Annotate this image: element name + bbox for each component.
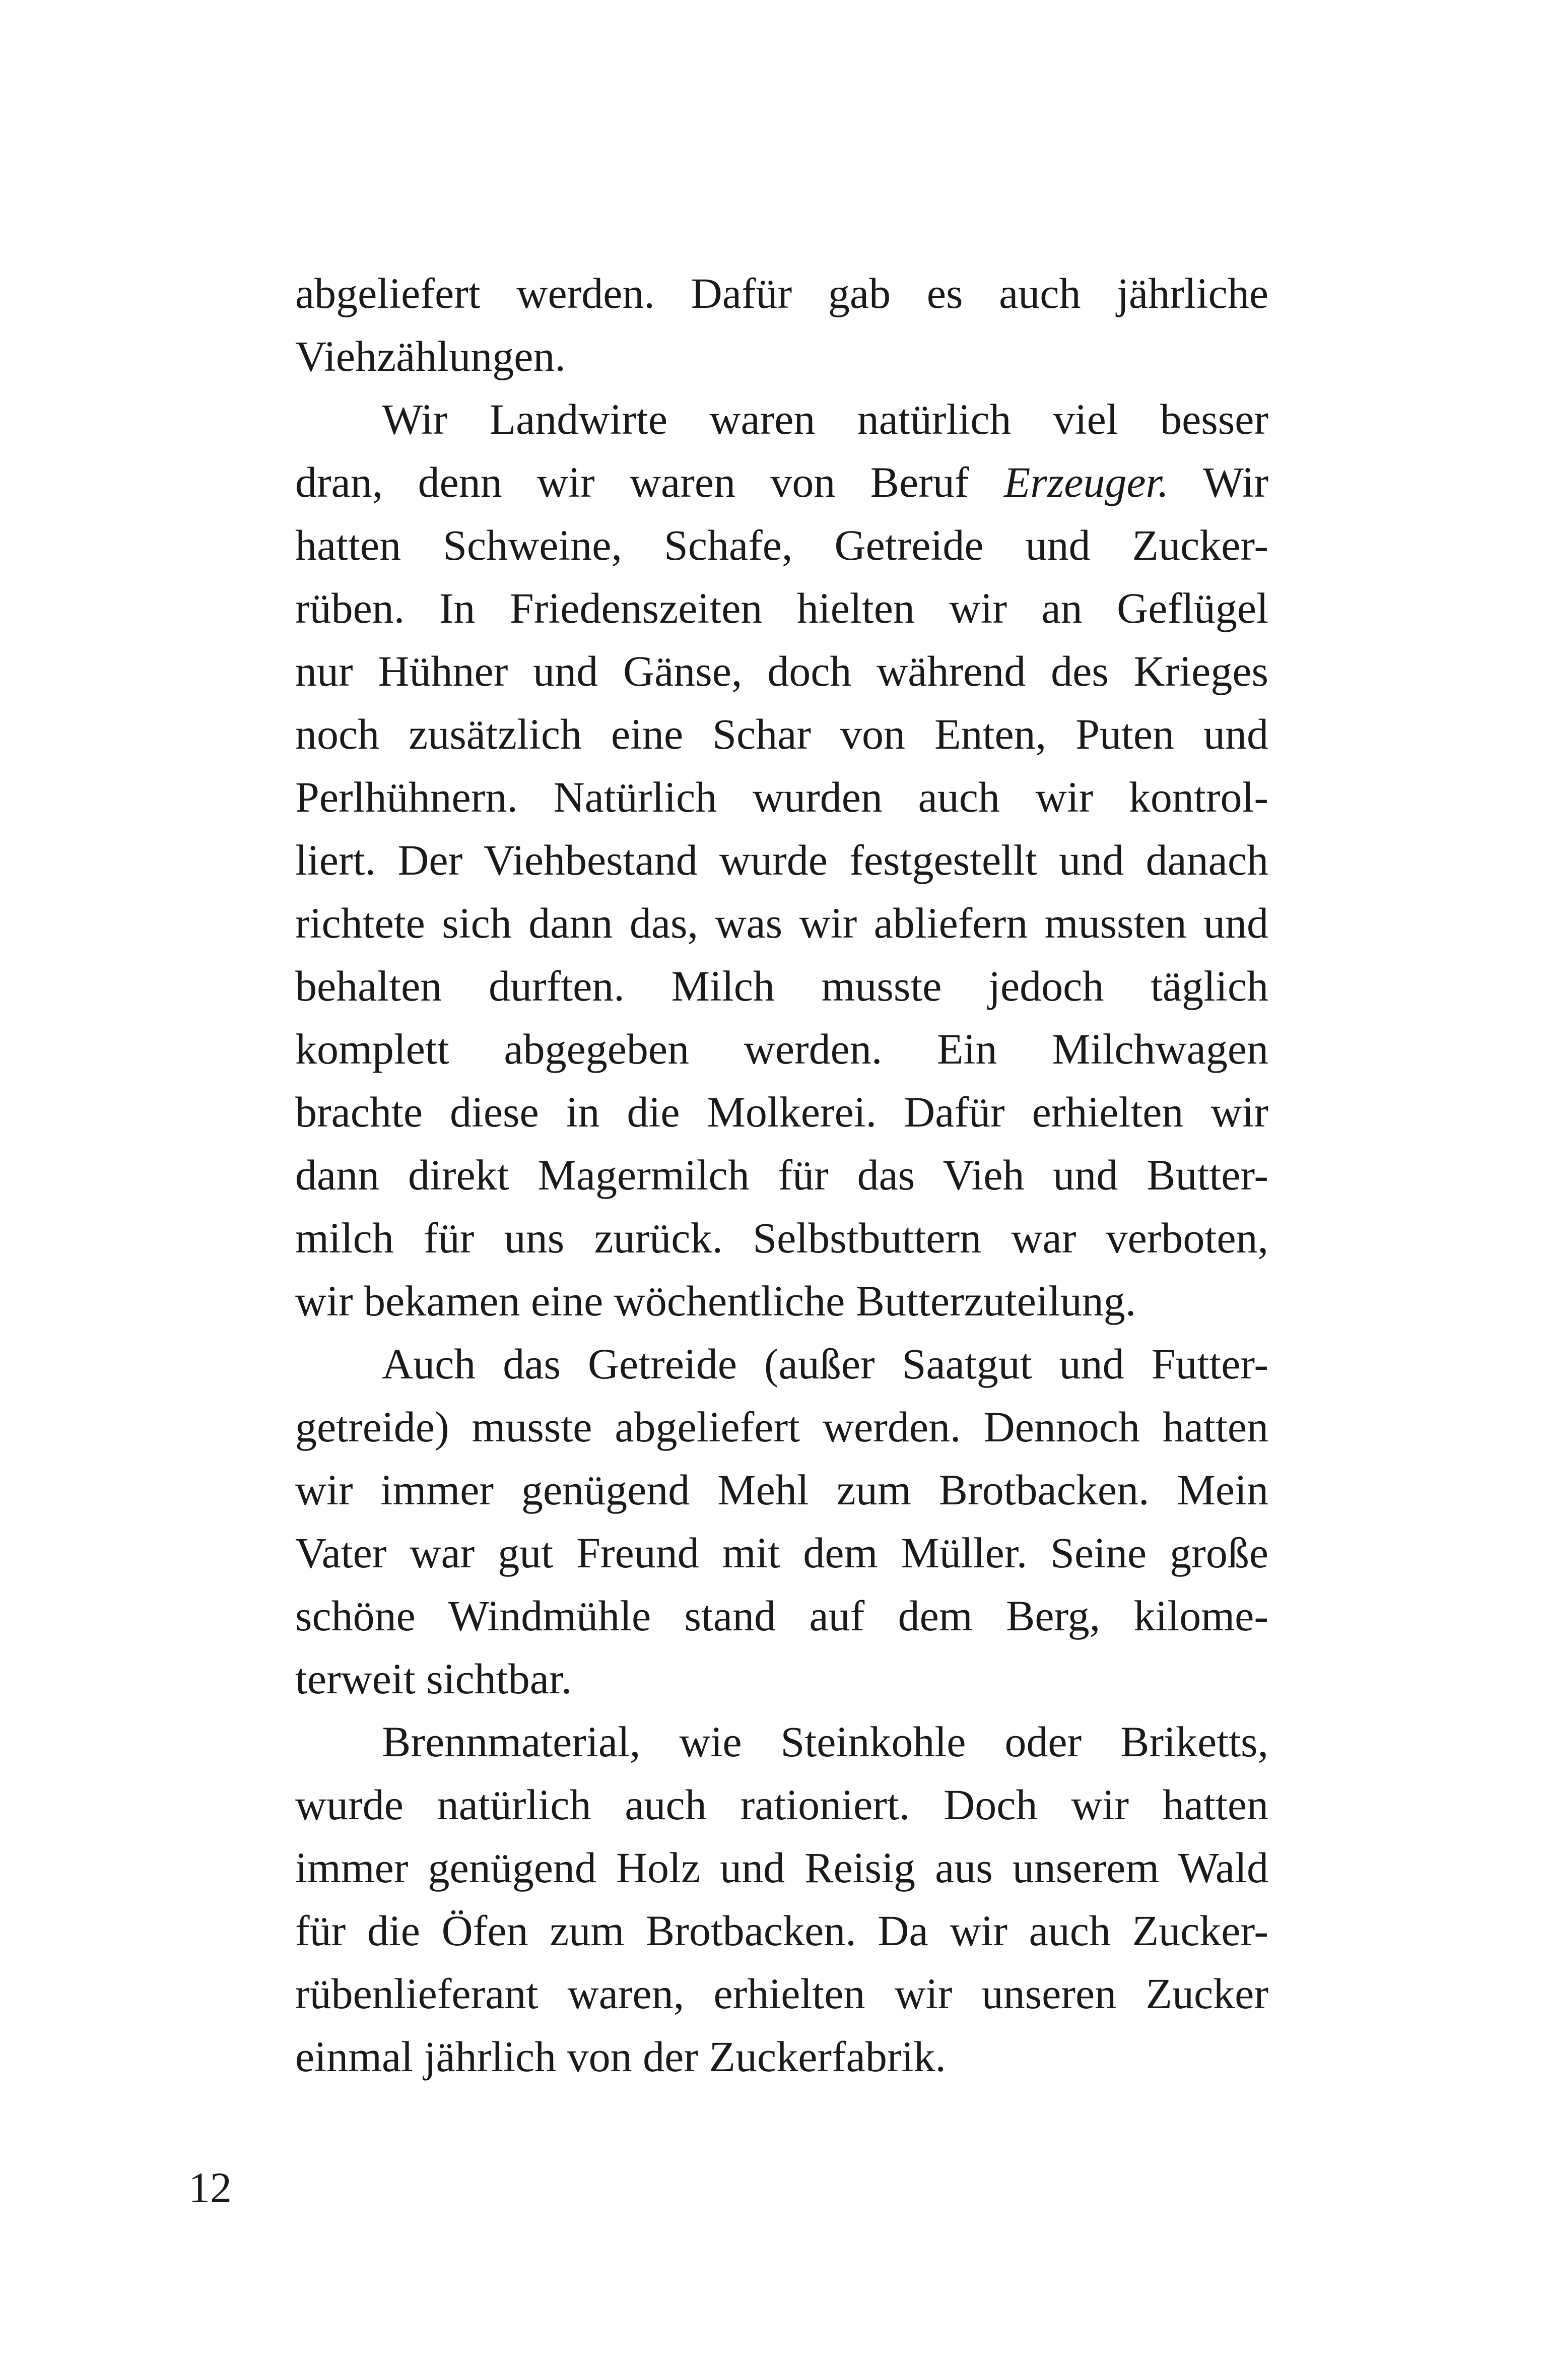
page-number: 12 bbox=[188, 2163, 232, 2212]
paragraph-3 bbox=[295, 1333, 1268, 1710]
text-line: Brennmaterial, wie Steinkohle oder Briketts, bbox=[382, 1717, 1268, 1766]
text-line: für die Öfen zum Brotbacken. Da wir auch Zucker- bbox=[295, 1906, 1268, 1955]
text-line-with-emphasis bbox=[295, 451, 1268, 514]
text-line: hatten Schweine, Schafe, Getreide und Zucker- bbox=[295, 521, 1268, 569]
text-line: Vater war gut Freund mit dem Müller. Seine große bbox=[295, 1529, 1268, 1577]
text-line: abgeliefert werden. Dafür gab es auch jährliche bbox=[295, 269, 1268, 317]
text-line: terweit sichtbar. bbox=[295, 1655, 572, 1703]
text-segment: Wir bbox=[1169, 458, 1268, 506]
text-line: Viehzählungen. bbox=[295, 332, 566, 380]
text-line: behalten durften. Milch musste jedoch täglich bbox=[295, 962, 1268, 1010]
paragraph-4 bbox=[295, 1710, 1268, 2088]
body-text bbox=[295, 262, 1268, 2088]
text-segment: dran, denn wir waren von Beruf bbox=[295, 458, 1004, 506]
text-line: liert. Der Viehbestand wurde festgestellt und danach bbox=[295, 836, 1268, 884]
paragraph-1 bbox=[295, 262, 1268, 388]
text-line: rübenlieferant waren, erhielten wir unseren Zucker bbox=[295, 1969, 1268, 2018]
text-line: milch für uns zurück. Selbstbuttern war verboten, bbox=[295, 1214, 1268, 1262]
text-line: dann direkt Magermilch für das Vieh und Butter- bbox=[295, 1151, 1268, 1199]
emphasized-word: Erzeuger. bbox=[1003, 458, 1169, 506]
text-line: rüben. In Friedenszeiten hielten wir an Geflügel bbox=[295, 584, 1268, 632]
text-line: schöne Windmühle stand auf dem Berg, kilome- bbox=[295, 1592, 1268, 1640]
text-line: nur Hühner und Gänse, doch während des Krieges bbox=[295, 647, 1268, 695]
text-line: immer genügend Holz und Reisig aus unserem Wald bbox=[295, 1843, 1268, 1892]
text-line: einmal jährlich von der Zuckerfabrik. bbox=[295, 2032, 946, 2081]
text-line: Perlhühnern. Natürlich wurden auch wir kontrol- bbox=[295, 773, 1268, 821]
text-line: wurde natürlich auch rationiert. Doch wir hatten bbox=[295, 1780, 1268, 1829]
text-line: getreide) musste abgeliefert werden. Dennoch hatten bbox=[295, 1403, 1268, 1451]
paragraph-2 bbox=[295, 388, 1268, 1333]
text-line: wir bekamen eine wöchentliche Butterzuteilung. bbox=[295, 1277, 1136, 1325]
text-line: Auch das Getreide (außer Saatgut und Futter- bbox=[382, 1340, 1268, 1388]
text-line: wir immer genügend Mehl zum Brotbacken. Mein bbox=[295, 1466, 1268, 1514]
text-line: komplett abgegeben werden. Ein Milchwagen bbox=[295, 1025, 1268, 1073]
text-line: richtete sich dann das, was wir abliefern mussten und bbox=[295, 899, 1268, 947]
text-line: brachte diese in die Molkerei. Dafür erhielten wir bbox=[295, 1088, 1268, 1136]
text-line: Wir Landwirte waren natürlich viel besser bbox=[382, 395, 1268, 443]
text-line: noch zusätzlich eine Schar von Enten, Puten und bbox=[295, 710, 1268, 758]
